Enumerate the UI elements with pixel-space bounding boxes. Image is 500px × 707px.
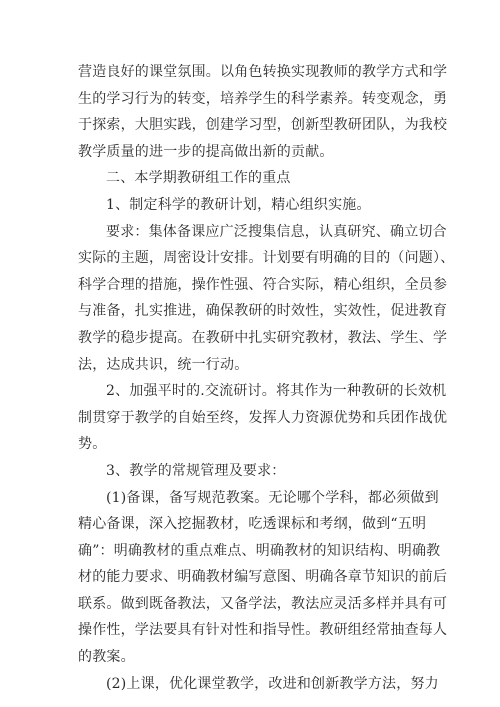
subheading-2: 2、加强平时的.交流研讨。将其作为一种教研的长效机 <box>106 383 447 400</box>
text-line-3: 于探索，大胆实践，创建学习型，创新型教研团队，为我校 <box>78 117 448 134</box>
text-line-10: 与准备，扎实推进，确保教研的时效性，实效性，促进教育 <box>78 303 448 320</box>
text-line-21: 联系。做到既备教法，又备学法，教法应灵活多样并具有可 <box>78 595 448 612</box>
text-line-23: 的教案。 <box>78 649 135 666</box>
text-line-20: 材的能力要求、明确教材编写意图、明确各章节知识的前后 <box>78 569 448 586</box>
text-line-14: 制贯穿于教学的自始至终，发挥人力资源优势和兵团作战优 <box>78 409 448 426</box>
text-line-18: 精心备课，深入挖掘教材，吃透课标和考纲，做到“五明 <box>78 516 427 533</box>
text-line-9: 科学合理的措施，操作性强、符合实际，精心组织，全员参 <box>78 276 448 293</box>
subheading-1: 1、制定科学的教研计划，精心组织实施。 <box>106 196 371 213</box>
text-line-15: 势。 <box>78 436 107 453</box>
section-heading: 二、本学期教研组工作的重点 <box>106 170 291 187</box>
text-line-17: (1)备课，备写规范教案。无论哪个学科，都必须做到 <box>106 489 439 506</box>
text-line-12: 法，达成共识，统一行动。 <box>78 356 249 373</box>
text-line-2: 生的学习行为的转变，培养学生的科学素养。转变观念，勇 <box>78 90 448 107</box>
text-line-22: 操作性，学法要具有针对性和指导性。教研组经常抽查每人 <box>78 622 448 639</box>
text-line-24: (2)上课，优化课堂教学，改进和创新教学方法，努力 <box>106 675 439 692</box>
text-line-7: 要求：集体备课应广泛搜集信息，认真研究、确立切合 <box>106 223 447 240</box>
text-line-4: 教学质量的进一步的提高做出新的贡献。 <box>78 143 334 160</box>
text-line-19: 确”：明确教材的重点难点、明确教材的知识结构、明确教 <box>78 542 441 559</box>
subheading-3: 3、教学的常规管理及要求： <box>106 462 286 479</box>
text-line-1: 营造良好的课堂氛围。以角色转换实现教师的教学方式和学 <box>78 64 448 80</box>
document-body <box>78 59 455 697</box>
text-line-11: 教学的稳步提高。在教研中扎实研究教材，教法、学生、学 <box>78 329 448 346</box>
text-line-8: 实际的主题，周密设计安排。计划要有明确的目的（问题）、 <box>78 250 455 267</box>
